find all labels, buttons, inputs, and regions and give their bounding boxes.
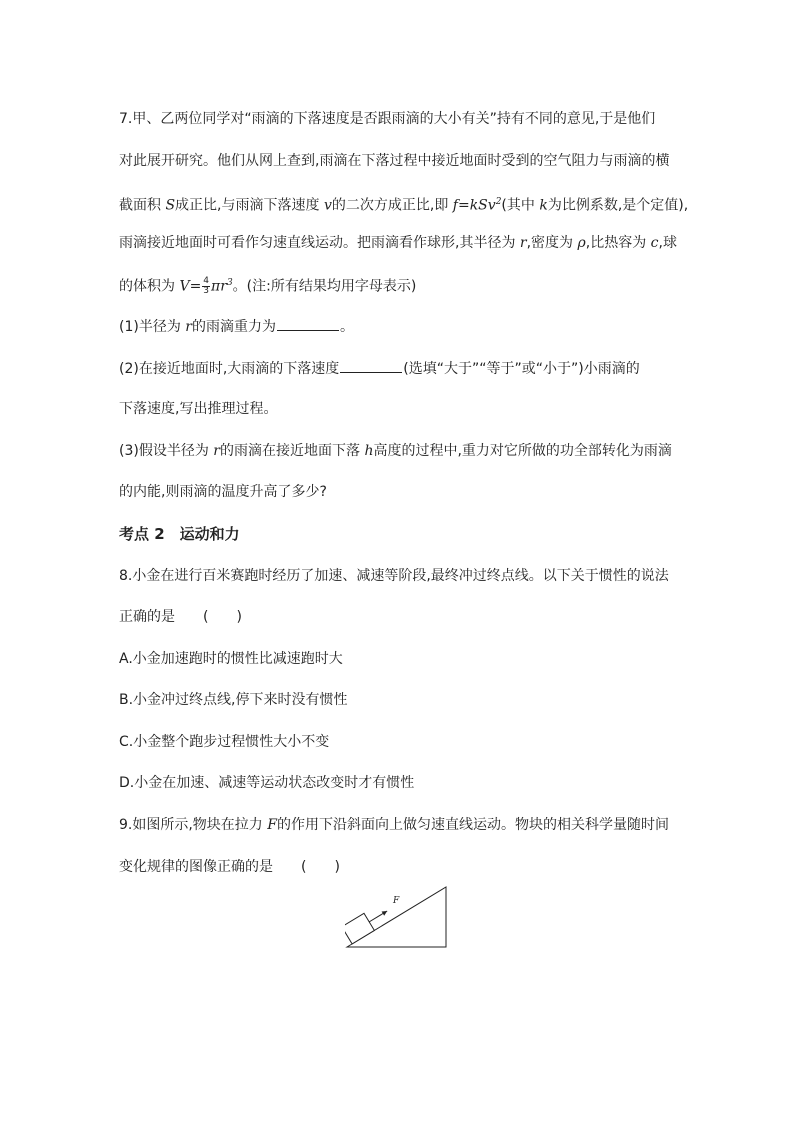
q7-sub-3 (119, 441, 672, 461)
fraction-4-3 (202, 277, 210, 296)
q7-sub-2 (119, 358, 640, 379)
text: (其中 (501, 197, 540, 214)
answer-blank[interactable] (277, 316, 339, 331)
q7-line-4 (119, 233, 677, 253)
q9-line-1 (119, 815, 669, 835)
q7-line-1: 7.甲、乙两位同学对“雨滴的下落速度是否跟雨滴的大小有关”持有不同的意见,于是他们 (119, 111, 656, 127)
text: (选填“大于”“等于”或“小于”)小雨滴的 (403, 361, 640, 377)
exponent: 2 (495, 197, 502, 207)
q8-option-b[interactable]: B.小金冲过终点线,停下来时没有惯性 (119, 692, 348, 708)
q8-option-c[interactable]: C.小金整个跑步过程惯性大小不变 (119, 734, 330, 750)
var-v: v (323, 197, 332, 214)
var-c: c (650, 235, 659, 251)
text: 截面积 (119, 197, 166, 214)
pi-r: πr (211, 278, 227, 295)
q7-sub-2-cont: 下落速度,写出推理过程。 (119, 401, 278, 417)
text: 的二次方成正比,即 (331, 197, 453, 214)
var-F: F (267, 817, 277, 833)
q8-line-2: 正确的是 ( ) (119, 609, 242, 625)
text: ,球 (658, 235, 677, 251)
text: 。 (339, 319, 354, 335)
text: 。(注:所有结果均用字母表示) (232, 278, 417, 295)
block-group (345, 902, 392, 943)
var-r: r (213, 443, 220, 459)
text: 的雨滴重力为 (191, 319, 276, 335)
text: 高度的过程中,重力对它所做的功全部转化为雨滴 (373, 443, 672, 459)
exponent: 3 (226, 278, 233, 288)
q7-line-5 (119, 273, 416, 297)
incline-figure (345, 884, 451, 950)
force-arrow-head (382, 909, 389, 916)
text: ,密度为 (526, 235, 578, 251)
var-r: r (185, 319, 192, 335)
denominator: 3 (203, 286, 210, 297)
text: 雨滴接近地面时可看作匀速直线运动。把雨滴看作球形,其半径为 (119, 235, 520, 251)
text: (2)在接近地面时,大雨滴的下落速度 (119, 361, 340, 377)
q8-line-1: 8.小金在进行百米赛跑时经历了加速、减速等阶段,最终冲过终点线。以下关于惯性的说法 (119, 568, 669, 584)
var-rho: ρ (577, 235, 586, 251)
text: 的雨滴在接近地面下落 (219, 443, 365, 459)
text: 9.如图所示,物块在拉力 (119, 817, 268, 833)
q8-option-d[interactable]: D.小金在加速、减速等运动状态改变时才有惯性 (119, 775, 415, 791)
answer-blank[interactable] (340, 358, 402, 373)
block (345, 913, 374, 944)
q7-sub-3-cont: 的内能,则雨滴的温度升高了多少? (119, 484, 327, 500)
text: 成正比,与雨滴下落速度 (175, 197, 324, 214)
text: (1)半径为 (119, 319, 186, 335)
q8-option-a[interactable]: A.小金加速跑时的惯性比减速跑时大 (119, 651, 343, 667)
text: 的体积为 (119, 278, 180, 295)
text: 为比例系数,是个定值), (547, 197, 689, 214)
text: (3)假设半径为 (119, 443, 214, 459)
q7-sub-1 (119, 316, 354, 337)
q9-line-2: 变化规律的图像正确的是 ( ) (119, 859, 340, 875)
var-S: S (165, 197, 176, 214)
formula-f: f=kSv (452, 197, 496, 214)
text: 的作用下沿斜面向上做匀速直线运动。物块的相关科学量随时间 (276, 817, 669, 833)
text: ,比热容为 (585, 235, 651, 251)
section-heading: 考点 2 运动和力 (119, 525, 240, 543)
q7-line-2: 对此展开研究。他们从网上查到,雨滴在下落过程中接近地面时受到的空气阻力与雨滴的横 (119, 153, 670, 169)
var-h: h (364, 443, 374, 459)
force-label: F (393, 896, 400, 906)
numerator: 4 (203, 276, 210, 287)
var-V: V= (179, 278, 202, 295)
q7-line-3 (119, 192, 688, 216)
var-r: r (519, 235, 527, 251)
var-k: k (539, 197, 548, 214)
